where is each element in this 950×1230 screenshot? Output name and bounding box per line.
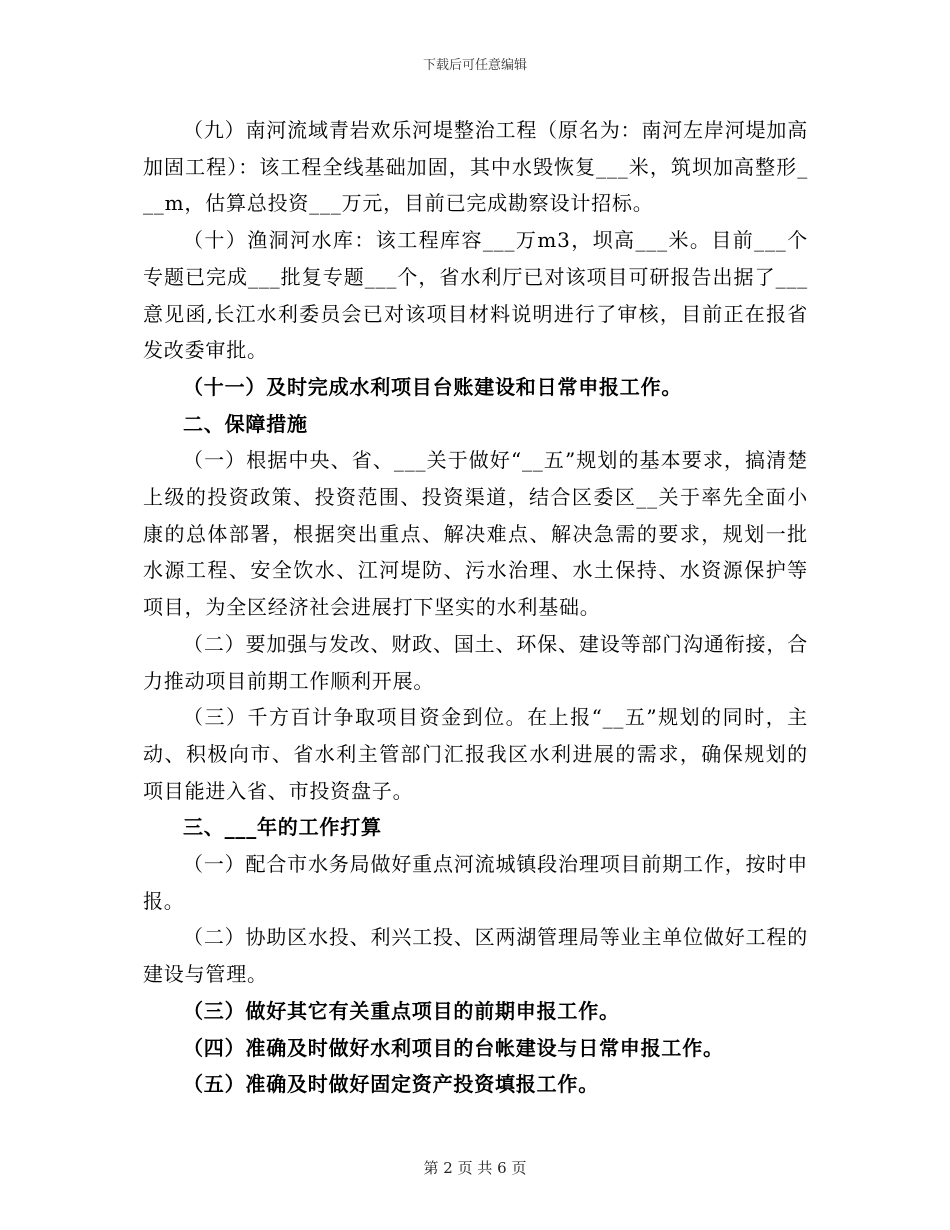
page-header: 下载后可任意编辑 <box>422 58 527 73</box>
safeguard-item-1: （一）根据中央、省、___关于做好“__五”规划的基本要求，搞清楚上级的投资政策、投资范围、投资渠道，结合区委区__关于率先全面小康的总体部署，根据突出重点、解决难点、解决急需的要求，规划一批水源工程、安全饮水、江河堤防、污水治理、水土保持、水资源保护等项目，为全区经济社会进展打下坚实的水利基础。 <box>143 448 808 620</box>
work-plan-item-1: （一）配合市水务局做好重点河流城镇段治理项目前期工作，按时申报。 <box>143 852 808 913</box>
page-number-footer: 第 2 页 共 6 页 <box>423 1159 527 1177</box>
work-plan-item-3: （三）做好其它有关重点项目的前期申报工作。 <box>183 998 620 1023</box>
paragraph-ten: （十）渔洞河水库：该工程库容___万m3，坝高___米。目前___个专题已完成___批复专题___个，省水利厅已对该项目可研报告出据了___意见函,长江水利委员会已对该项目材料说明进行了审核，目前正在报省发改委审批。 <box>143 228 808 363</box>
document-body <box>143 112 808 1103</box>
paragraph-nine: （九）南河流域青岩欢乐河堤整治工程（原名为：南河左岸河堤加高加固工程）：该工程全线基础加固，其中水毁恢复___米，筑坝加高整形___m，估算总投资___万元，目前已完成勘察设计招标。 <box>143 118 808 216</box>
section-heading-work-plan: 三、___年的工作打算 <box>183 815 382 840</box>
safeguard-item-2: （二）要加强与发改、财政、国土、环保、建设等部门沟通衔接，合力推动项目前期工作顺利开展。 <box>143 631 808 693</box>
section-heading-safeguards: 二、保障措施 <box>183 411 308 436</box>
work-plan-item-4: （四）准确及时做好水利项目的台帐建设与日常申报工作。 <box>183 1035 724 1060</box>
work-plan-item-5: （五）准确及时做好固定资产投资填报工作。 <box>183 1072 599 1097</box>
safeguard-item-3: （三）千方百计争取项目资金到位。在上报“__五”规划的同时，主动、积极向市、省水利主管部门汇报我区水利进展的需求，确保规划的项目能进入省、市投资盘子。 <box>143 705 808 803</box>
work-plan-item-2: （二）协助区水投、利兴工投、区两湖管理局等业主单位做好工程的建设与管理。 <box>143 925 808 987</box>
paragraph-eleven: （十一）及时完成水利项目台账建设和日常申报工作。 <box>183 374 683 399</box>
